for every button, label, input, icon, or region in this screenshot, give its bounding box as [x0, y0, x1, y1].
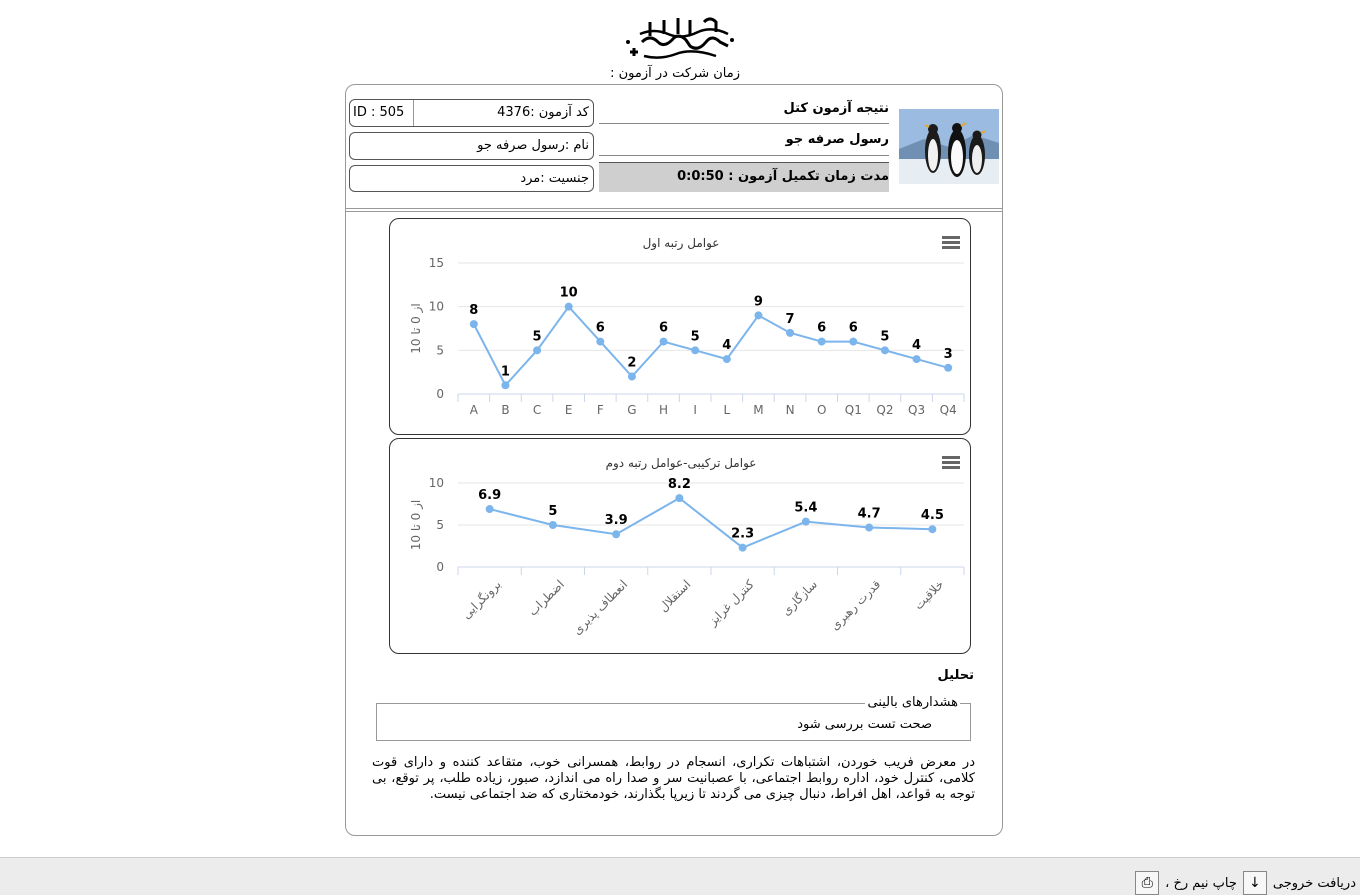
x-tick-label: استقلال: [656, 577, 694, 615]
data-label: 6: [848, 320, 858, 336]
y-axis-label: از 0 تا 10: [409, 499, 423, 551]
data-label: 5: [548, 504, 558, 519]
x-tick-label: O: [816, 403, 827, 417]
y-tick-label: 10: [428, 476, 444, 490]
primary-factors-chart: [389, 218, 971, 435]
data-label: 7: [785, 311, 795, 327]
secondary-factors-chart: [389, 438, 971, 654]
data-label: 6: [595, 320, 605, 336]
data-point: [533, 346, 541, 354]
x-tick-label: قدرت رهبری: [827, 577, 884, 633]
x-tick-label: E: [564, 403, 573, 417]
data-label: 4: [912, 338, 922, 354]
gender-field: جنسیت :مرد: [349, 165, 594, 192]
data-label: 5: [532, 329, 542, 345]
data-point: [675, 494, 683, 502]
data-point: [913, 355, 921, 363]
chart-menu-icon[interactable]: [942, 236, 960, 250]
data-label: 4.5: [920, 508, 944, 524]
data-label: 2: [627, 355, 637, 371]
series-line: [474, 307, 948, 386]
x-tick-label: M: [753, 403, 764, 417]
data-point: [786, 329, 794, 337]
y-tick-label: 10: [428, 299, 444, 314]
data-point: [660, 338, 668, 346]
download-arrow-icon[interactable]: ↓: [1243, 871, 1267, 895]
x-tick-label: Q4: [939, 403, 957, 417]
data-label: 6.9: [478, 488, 502, 504]
data-label: 3.9: [604, 513, 628, 529]
clinical-warnings-text: صحت تست بررسی شود: [797, 717, 932, 732]
calligraphy-logo: [620, 12, 740, 62]
chart-menu-icon[interactable]: [942, 456, 960, 470]
data-label: 5: [690, 329, 700, 345]
x-tick-label: F: [596, 403, 604, 417]
download-output-link[interactable]: دریافت خروجی: [1272, 875, 1356, 891]
chart-title: عوامل رتبه اول: [642, 236, 720, 250]
data-point: [691, 346, 699, 354]
data-point: [881, 346, 889, 354]
bottom-toolbar: [0, 857, 1360, 895]
x-tick-label: N: [785, 403, 795, 417]
exam-code-row: [349, 99, 594, 127]
data-label: 6: [659, 320, 669, 336]
data-label: 5: [880, 329, 890, 345]
y-tick-label: 5: [436, 343, 444, 358]
data-point: [754, 311, 762, 319]
x-tick-label: L: [723, 403, 731, 417]
x-tick-label: Q1: [844, 403, 862, 417]
data-point: [849, 338, 857, 346]
data-point: [865, 524, 873, 532]
user-id: ID : 505: [353, 105, 405, 120]
data-point: [596, 338, 604, 346]
y-axis-label: از 0 تا 10: [409, 303, 423, 354]
x-tick-label: خلاقیت: [911, 577, 947, 613]
x-tick-label: H: [659, 403, 669, 417]
data-point: [549, 521, 557, 529]
analysis-body: در معرض فریب خوردن، اشتباهات تکراری، انسجام در روابط، همسرانی خوب، متقاعد کننده و دارای قوت کلامی، کنترل خود، اداره روابط اجتماعی، با عصبانیت سر و صدا راه می اندازد، صبور، زیاده طلب، پر توقع، بی توجه به قواعد، اهل افراط، دنبال چیزی می گردند تا زیرپا بگذارند، خودمختاری که ضد اجتماعی نیست.: [372, 755, 975, 802]
x-tick-label: G: [627, 403, 637, 417]
x-tick-label: کنترل غرایز: [705, 577, 757, 629]
print-profile-link[interactable]: چاپ نیم رخ ،: [1165, 875, 1237, 891]
x-tick-label: Q2: [876, 403, 894, 417]
data-label: 2.3: [731, 526, 755, 542]
data-label: 6: [817, 320, 827, 336]
x-tick-label: I: [693, 403, 697, 417]
data-point: [470, 320, 478, 328]
data-label: 8.2: [667, 477, 691, 493]
data-label: 10: [559, 285, 578, 301]
chart-title: عوامل ترکیبی-عوامل رتبه دوم: [605, 456, 757, 470]
printer-icon[interactable]: ⎙: [1135, 871, 1159, 895]
data-point: [818, 338, 826, 346]
data-point: [723, 355, 731, 363]
data-point: [944, 364, 952, 372]
secondary-factors-chart-svg: [390, 439, 972, 655]
data-label: 5.4: [794, 500, 818, 516]
y-tick-label: 0: [436, 387, 444, 401]
x-tick-label: انعطاف پذیری: [569, 577, 631, 638]
result-title: نتیجه آزمون کتل: [599, 99, 889, 124]
data-label: 3: [943, 346, 953, 362]
data-point: [802, 518, 810, 526]
data-point: [928, 525, 936, 533]
x-tick-label: C: [532, 403, 542, 417]
data-point: [565, 303, 573, 311]
name-field: نام :رسول صرفه جو: [349, 132, 594, 160]
bottom-toolbar-actions: [1133, 871, 1360, 895]
data-label: 9: [753, 294, 763, 310]
completion-duration: مدت زمان تکمیل آزمون : 0:0:50: [599, 162, 889, 192]
data-point: [628, 373, 636, 381]
user-name-heading: رسول صرفه جو: [599, 128, 889, 156]
profile-photo: [899, 109, 999, 184]
data-point: [739, 544, 747, 552]
data-point: [612, 530, 620, 538]
x-tick-label: برونگرایی: [459, 577, 504, 622]
x-tick-label: B: [501, 403, 510, 417]
analysis-title: تحلیل: [937, 668, 974, 683]
exam-time-caption: زمان شرکت در آزمون :: [610, 66, 740, 81]
y-tick-label: 15: [428, 256, 444, 270]
x-tick-label: اضطراب: [525, 577, 567, 619]
data-label: 1: [500, 364, 510, 380]
x-tick-label: A: [469, 403, 478, 417]
y-tick-label: 0: [436, 560, 444, 574]
x-tick-label: Q3: [908, 403, 926, 417]
data-label: 4.7: [857, 506, 881, 522]
clinical-warnings-box: [376, 695, 971, 741]
primary-factors-chart-svg: [390, 219, 972, 436]
data-label: 8: [469, 303, 479, 319]
y-tick-label: 5: [436, 518, 444, 532]
exam-code: کد آزمون :4376: [413, 100, 593, 126]
data-label: 4: [722, 338, 732, 354]
data-point: [486, 505, 494, 513]
header-divider-inner: [345, 211, 1003, 212]
data-point: [501, 381, 509, 389]
clinical-warnings-legend: هشدارهای بالینی: [867, 695, 958, 710]
header-divider: [345, 208, 1003, 209]
x-tick-label: سازگاری: [778, 577, 820, 619]
